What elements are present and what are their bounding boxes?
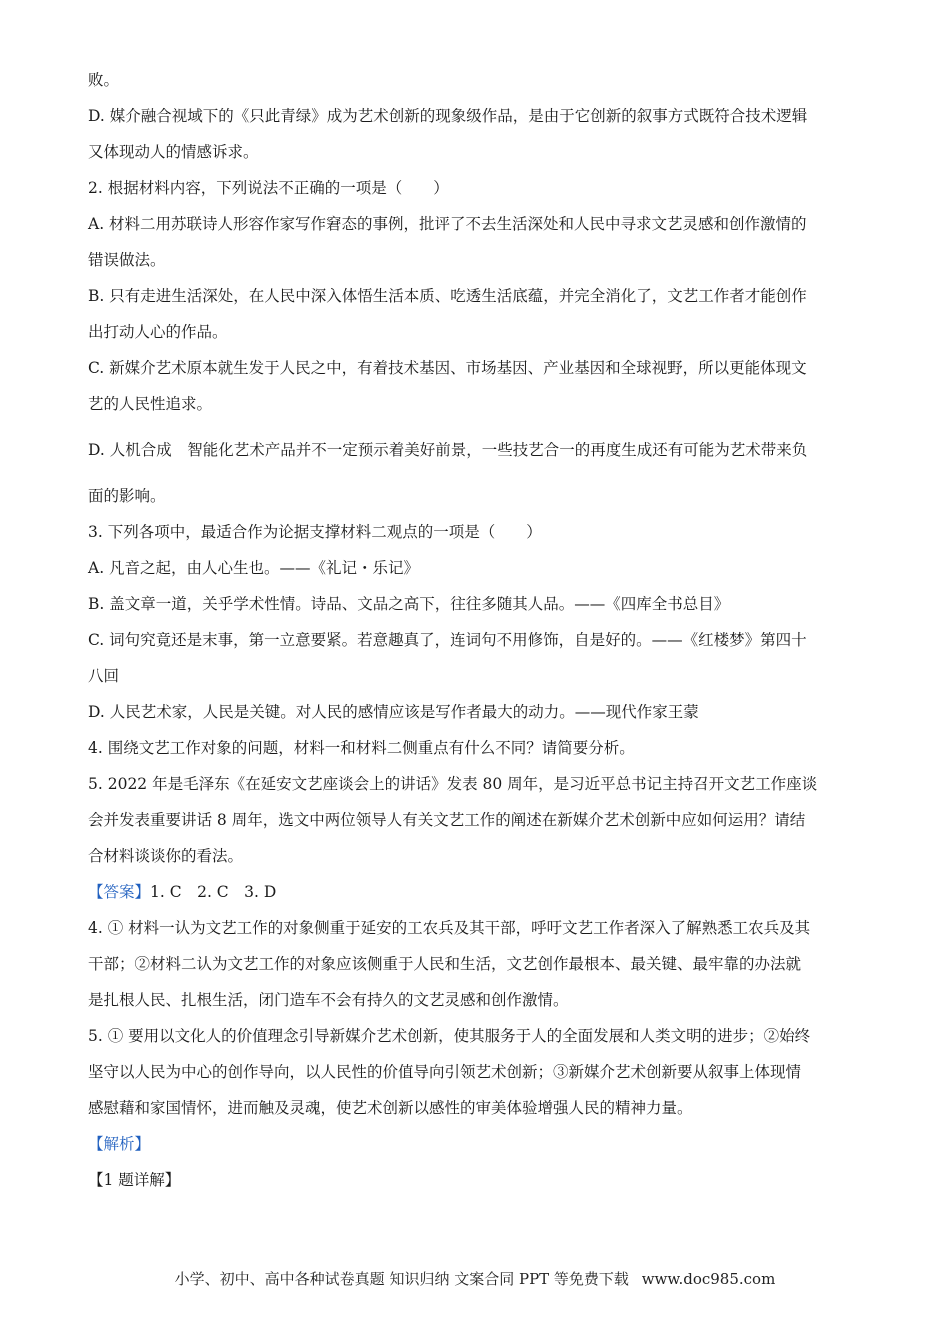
page-footer: [0, 1268, 950, 1289]
text-line: 八回: [88, 667, 120, 685]
text-line: 又体现动人的情感诉求。: [88, 143, 259, 161]
answer-5-line: 5. ① 要用以文化人的价值理念引导新媒介艺术创新，使其服务于人的全面发展和人类文明的进步；②始终: [88, 1027, 811, 1045]
answer-4-line: 4. ① 材料一认为文艺工作的对象侧重于延安的工农兵及其干部，呼吁文艺工作者深入了解熟悉工农兵及其: [88, 919, 811, 937]
text-line: 错误做法。: [88, 251, 166, 269]
text-line: 败。: [88, 71, 120, 89]
answer-5-line: 感慰藉和家国情怀，进而触及灵魂，使艺术创新以感性的审美体验增强人民的精神力量。: [88, 1099, 693, 1117]
question-3-option-a: A. 凡音之起，由人心生也。——《礼记・乐记》: [88, 559, 420, 577]
answer-tag: 【答案】: [88, 883, 151, 901]
text-line: 艺的人民性追求。: [88, 395, 213, 413]
question-4-stem: 4. 围绕文艺工作对象的问题，材料一和材料二侧重点有什么不同？请简要分析。: [88, 739, 635, 757]
question-2-option-a: A. 材料二用苏联诗人形容作家写作窘态的事例，批评了不去生活深处和人民中寻求文艺灵感和创作激情的: [88, 215, 807, 233]
question-3-stem: 3. 下列各项中，最适合作为论据支撑材料二观点的一项是（ ）: [88, 523, 542, 541]
analysis-heading: [88, 1126, 863, 1162]
question-2-option-c: C. 新媒介艺术原本就生发于人民之中，有着技术基因、市场基因、产业基因和全球视野，所以更能体现文: [88, 359, 807, 377]
footer-text: 小学、初中、高中各种试卷真题 知识归纳 文案合同 PPT 等免费下载: [174, 1270, 629, 1288]
text-line: 出打动人心的作品。: [88, 323, 228, 341]
answer-line: [88, 874, 863, 910]
detail-heading: 【1 题详解】: [88, 1171, 181, 1189]
analysis-tag: 【解析】: [88, 1135, 151, 1153]
question-2-option-b: B. 只有走进生活深处，在人民中深入体悟生活本质、吃透生活底蕴，并完全消化了，文艺工作者才能创作: [88, 287, 807, 305]
answer-5-line: 坚守以人民为中心的创作导向，以人民性的价值导向引领艺术创新；③新媒介艺术创新要从叙事上体现情: [88, 1063, 802, 1081]
text-line: 合材料谈谈你的看法。: [88, 847, 244, 865]
question-3-option-c: C. 词句究竟还是末事，第一立意要紧。若意趣真了，连词句不用修饰，自是好的。——《红楼梦》第四十: [88, 631, 807, 649]
question-3-option-b: B. 盖文章一道，关乎学术性情。诗品、文品之高下，往往多随其人品。——《四库全书总目》: [88, 595, 730, 613]
question-2-option-d: D. 人机合成 智能化艺术产品并不一定预示着美好前景，一些技艺合一的再度生成还有可能为艺术带来负: [88, 441, 808, 459]
text-line: 会并发表重要讲话 8 周年，选文中两位领导人有关文艺工作的阐述在新媒介艺术创新中应如何运用？请结: [88, 811, 806, 829]
footer-link[interactable]: www.doc985.com: [641, 1270, 776, 1288]
answer-4-line: 干部；②材料二认为文艺工作的对象应该侧重于人民和生活，文艺创作最根本、最关键、最牢靠的办法就: [88, 955, 802, 973]
document-body: [88, 62, 863, 1198]
answer-text: 1. C 2. C 3. D: [150, 883, 277, 901]
question-2-stem: 2. 根据材料内容，下列说法不正确的一项是（ ）: [88, 179, 449, 197]
text-line: 面的影响。: [88, 487, 166, 505]
question-1-option-d: D. 媒介融合视域下的《只此青绿》成为艺术创新的现象级作品，是由于它创新的叙事方式既符合技术逻辑: [88, 107, 808, 125]
question-5-stem: 5. 2022 年是毛泽东《在延安文艺座谈会上的讲话》发表 80 周年，是习近平总书记主持召开文艺工作座谈: [88, 775, 818, 793]
answer-4-line: 是扎根人民、扎根生活，闭门造车不会有持久的文艺灵感和创作激情。: [88, 991, 569, 1009]
question-3-option-d: D. 人民艺术家，人民是关键。对人民的感情应该是写作者最大的动力。——现代作家王蒙: [88, 703, 699, 721]
